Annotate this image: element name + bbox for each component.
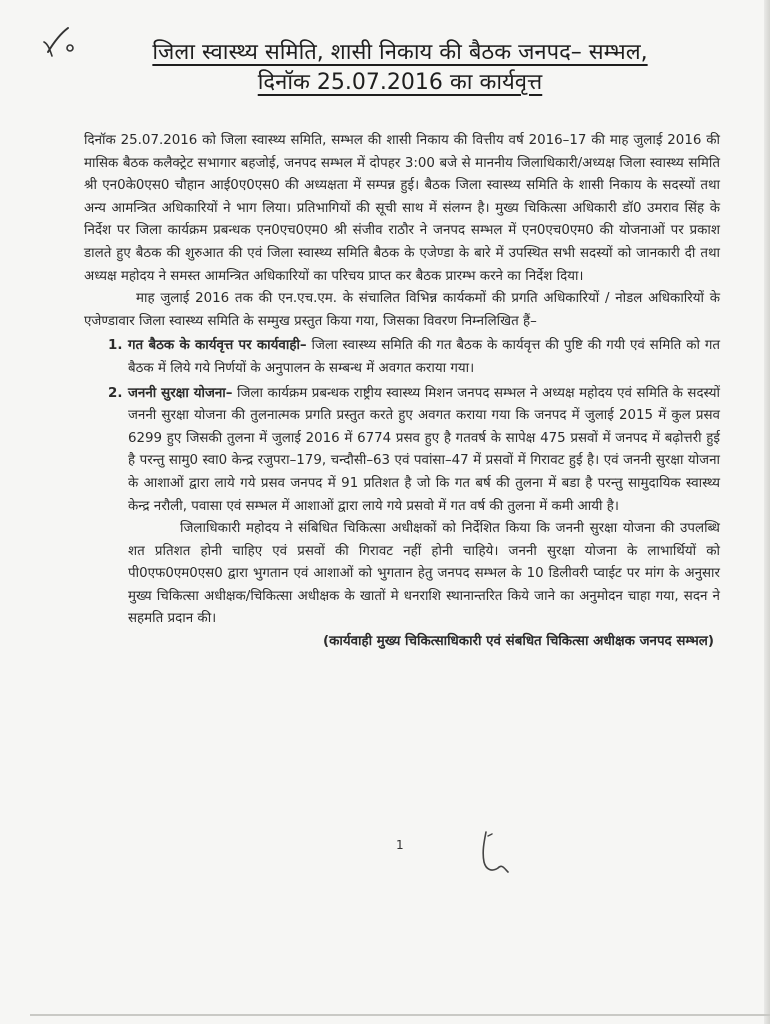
- signature-icon: [474, 828, 514, 878]
- scan-bottom-edge: [30, 1014, 770, 1016]
- agenda-item-text: जिला कार्यक्रम प्रबन्धक राष्ट्रीय स्वास्थ्य मिशन जनपद सम्भल ने अध्यक्ष महोदय एवं समिति के सदस्यों जननी सुरक्षा योजना की तुलनात्मक प्रगति प्रस्तुत करते हुए अवगत कराया गया कि जनपद में जुलाई 2015 में कुल प्रसव 6299 हुए जिसकी तुलना में जुलाई 2016 में 6774 प्रसव हुए है गतवर्ष के सापेक्ष 475 प्रसवों में जनपद में बढ़ोत्तरी हुई है परन्तु सामु0 स्वा0 केन्द्र रजुपरा–179, चन्दौसी–63 एवं पवांसा–47 में प्रसवों में गिरावट हुई है। एवं जननी सुरक्षा योजना के आशाओं द्वारा लाये गये प्रसव जनपद में 91 प्रतिशत है जो कि गत बर्ष की तुलना में बडा है परन्तु सामुदायिक स्वास्थ्य केन्द्र नरौली, पवासा एवं सम्भल में आशाओं द्वारा लाये गये प्रसवो में गत वर्ष की तुलना में कमी आयी है।: [128, 385, 720, 514]
- agenda-item: [84, 383, 720, 654]
- agenda-item-body: [128, 383, 720, 519]
- agenda-item-text: जिला स्वास्थ्य समिति की गत बैठक के कार्यवृत्त की पुष्टि की गयी एवं समिति को गत बैठक में लिये गये निर्णयों के अनुपालन के सम्बन्ध में अवगत कराया गया।: [128, 338, 720, 376]
- agenda-item-number: 1.: [108, 338, 123, 354]
- page-number: 1: [396, 838, 404, 852]
- agenda-item: [84, 335, 720, 380]
- agenda-item-heading: गत बैठक के कार्यवृत्त पर कार्यवाही–: [128, 338, 307, 354]
- action-responsibility: (कार्यवाही मुख्य चिकित्साधिकारी एवं संबधित चिकित्सा अधीक्षक जनपद सम्भल): [322, 634, 714, 650]
- agenda-item-body: [128, 335, 720, 380]
- intro-paragraph-2: माह जुलाई 2016 तक की एन.एच.एम. के संचालित विभिन्न कार्यकमों की प्रगति अधिकारियों / नोडल अधिकारियों के एजेण्डावार जिला स्वास्थ्य समिति के सम्मुख प्रस्तुत किया गया, जिसका विवरण निम्नलिखित हैं–: [84, 291, 720, 329]
- intro-paragraph-1: दिनॉक 25.07.2016 को जिला स्वास्थ्य समिति, सम्भल की शासी निकाय की वित्तीय वर्ष 2016–17 की माह जुलाई 2016 की मासिक बैठक कलैक्ट्रेट सभागार बहजोई, जनपद सम्भल में दोपहर 3:00 बजे से माननीय जिलाधिकारी/अध्यक्ष जिला स्वास्थ्य समिति श्री एन0के0एस0 चौहान आई0ए0एस0 की अध्यक्षता में सम्पन्न हुई। बैठक जिला स्वास्थ्य समिति के शासी निकाय के सदस्यों तथा अन्य आमन्त्रित अधिकारियों ने भाग लिया। प्रतिभागियों की सूची साथ में संलग्न है। मुख्य चिकित्सा अधिकारी डॉ0 उमराव सिंह के निर्देश पर जिला कार्यक्रम प्रबन्धक एन0एच0एम0 श्री संजीव राठौर ने जनपद सम्भल में एन0एच0एम0 की योजनाओं पर प्रकाश डालते हुए बैठक की शुरुआत की एवं जिला स्वास्थ्य समिति बैठक के एजेण्डा के बारे में उपस्थित सभी सदस्यों को जानकारी दी तथा अध्यक्ष महोदय ने समस्त आमन्त्रित अधिकारियों का परिचय प्राप्त कर बैठक प्रारम्भ करने का निर्देश दिया।: [84, 133, 720, 284]
- agenda-item-heading: जननी सुरक्षा योजना–: [128, 385, 233, 401]
- document-title-line-1: जिला स्वास्थ्य समिति, शासी निकाय की बैठक जनपद– सम्भल,: [152, 40, 648, 65]
- agenda-item-number: 2.: [108, 385, 123, 401]
- agenda-list: [84, 335, 720, 653]
- scan-edge: [764, 0, 770, 1024]
- document-body: [84, 130, 720, 654]
- document-header: [60, 38, 740, 98]
- agenda-item-subparagraph: जिलाधिकारी महोदय ने संबिधित चिकित्सा अधीक्षकों को निर्देशित किया कि जननी सुरक्षा योजना की उपलब्धि शत प्रतिशत होनी चाहिए एवं प्रसवों की गिरावट नहीं होनी चाहिये। जननी सुरक्षा योजना के लाभार्थियों को पी0एफ0एम0एस0 द्वारा भुगतान एवं आशाओं को भुगतान हेतु जनपद सम्भल के 10 डिलीवरी प्वाईट पर मांग के अनुसार मुख्य चिकित्सा अधीक्षक/चिकित्सा अधीक्षक के खातों मे धनराशि स्थानान्तरित किये जाने का अनुमोदन चाहा गया, सदन ने सहमति प्रदान की।: [128, 521, 720, 627]
- document-title-line-2: दिनॉक 25.07.2016 का कार्यवृत्त: [257, 70, 543, 95]
